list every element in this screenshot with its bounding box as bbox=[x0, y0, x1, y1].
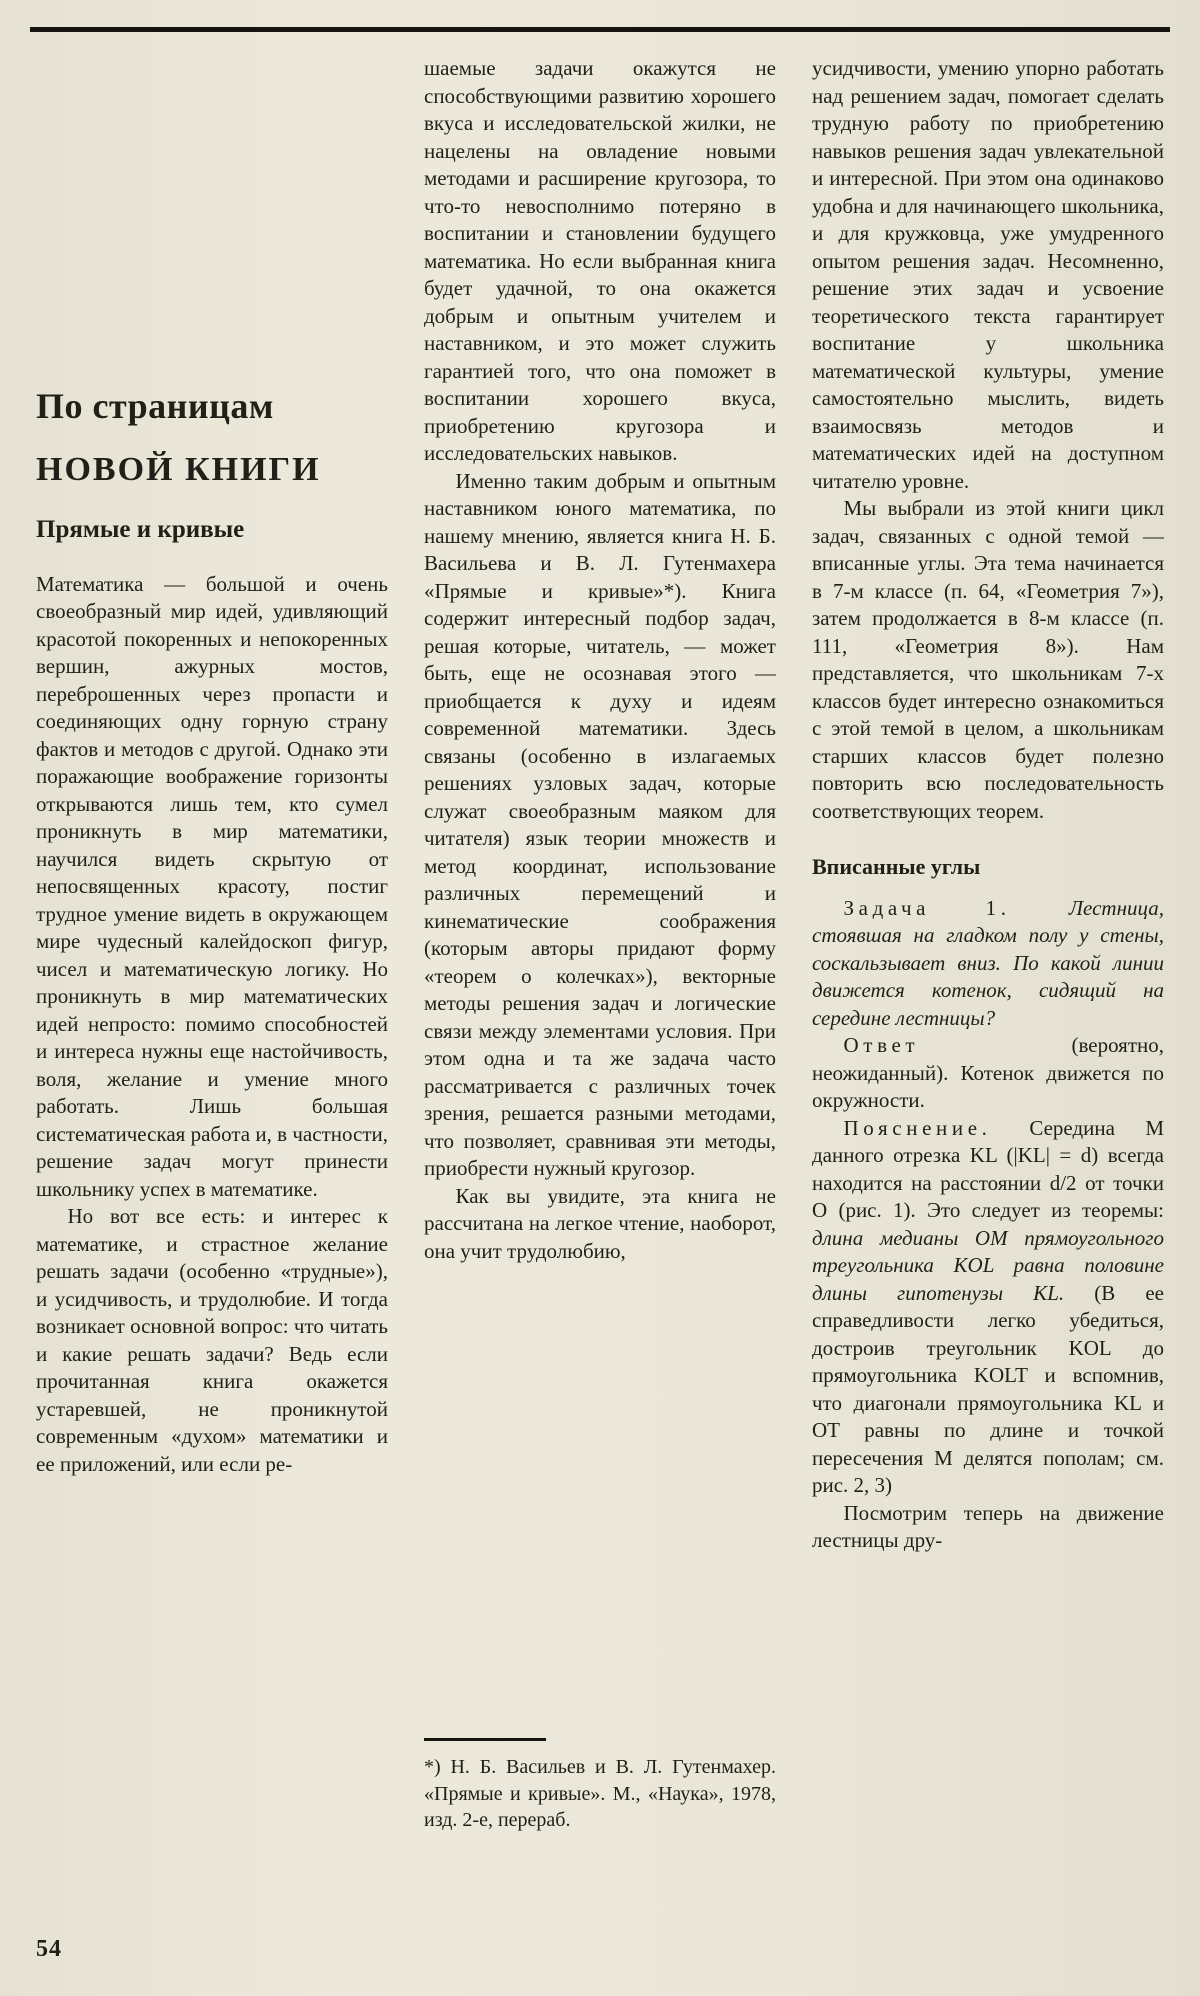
paragraph: Как вы увидите, эта книга не рассчитана на легкое чтение, наоборот, она учит трудолюбию, bbox=[424, 1183, 776, 1263]
problem-statement: Лестница, стоявшая на гладком полу у стены, соскальзывает вниз. По какой линии движется котенок, сидящий на середине лестницы? bbox=[812, 895, 1164, 1030]
article-header bbox=[36, 387, 388, 545]
top-rule bbox=[30, 27, 1170, 32]
page-number: 54 bbox=[36, 1936, 62, 1962]
answer-text: (вероятно, неожиданный). Котенок движется по окружности. bbox=[812, 1033, 1164, 1112]
footnote-rule bbox=[424, 1738, 546, 1741]
paragraph: усидчивости, умению упорно работать над решением задач, помогает сделать трудную работу по приобретению навыков решения задач увлекательной и интересной. При этом она одинаково удобна и для начинающего школьника, и для кружковца, уже умудренного опытом решения задач. Несомненно, решение этих задач и усвоение теоретического текста гарантирует воспитание у школьника математической культуры, умение самостоятельно мыслить, видеть взаимосвязь методов и математических идей на доступном читателю уровне. bbox=[812, 56, 1164, 493]
paragraph: Мы выбрали из этой книги цикл задач, связанных с одной темой — вписанные углы. Эта тема начинается в 7-м классе (п. 64, «Геометрия 7»), затем продолжается в 8-м классе (п. 111, «Геометрия 8»). Нам представляется, что школьникам 7-х классов будет интересно ознакомиться с этой темой в целом, а школьникам старших классов будет полезно повторить всю последовательность соответствующих теорем. bbox=[812, 496, 1164, 823]
paragraph: Но вот все есть: и интерес к математике, и страстное желание решать задачи (особенно «трудные»), и усидчивость, и трудолюбие. И тогда возникает основной вопрос: что читать и какие решать задачи? Ведь если прочитанная книга окажется устаревшей, не проникнутой современным «духом» математики и ее приложений, или если ре- bbox=[36, 1204, 388, 1476]
paragraph: шаемые задачи окажутся не способствующими развитию хорошего вкуса и исследовательской жилки, не нацелены на овладение новыми методами и расширение кругозора, то что-то невосполнимо потеряно в воспитании и становлении будущего математика. Но если выбранная книга будет удачной, то она окажется добрым и опытным учителем и наставником, и это может служить гарантией того, что она поможет в воспитании хорошего вкуса, приобретению кругозора и исследовательских навыков. bbox=[424, 56, 776, 465]
explanation-text-after: (В ее справедливости легко убедиться, достроив треугольник KOL до прямоугольника KOLT и вспомнив, что диагонали прямоугольника KL и OT равны по длине и точкой пересечения M делятся пополам; см. рис. 2, 3) bbox=[812, 1280, 1164, 1497]
article-kicker-line2: НОВОЙ КНИГИ bbox=[36, 450, 321, 488]
footnote-text: *) Н. Б. Васильев и В. Л. Гутенмахер. «Прямые и кривые». М., «Наука», 1978, изд. 2-е, перераб. bbox=[424, 1756, 776, 1831]
answer-label: Ответ bbox=[843, 1033, 920, 1057]
paragraph-intro: Математика — большой и очень своеобразный мир идей, удивляющий красотой покоренных и непокоренных вершин, ажурных мостов, переброшенных через пропасти и соединяющих одну горную страну фактов и методов с другой. Однако эти поражающие воображение горизонты открываются лишь тем, кто сумел проникнуть в мир математики, научился видеть скрытую от непосвященных красоту, постиг трудное умение видеть в окружающем мире чудесный калейдоскоп фигур, чисел и математическую логику. Но проникнуть в мир математических идей непросто: помимо способностей и интереса нужны еще настойчивость, воля, желание и умение много работать. Лишь большая систематическая работа и, в частности, решение задач могут принести школьнику успех в математике. bbox=[36, 571, 388, 1201]
middle-column bbox=[424, 55, 776, 1715]
right-column bbox=[812, 55, 1164, 1937]
article-kicker-line1: По страницам bbox=[36, 386, 274, 426]
section-heading: Вписанные углы bbox=[812, 854, 981, 879]
article-title: Прямые и кривые bbox=[36, 515, 245, 543]
explanation-text-before: Середина M данного отрезка KL (|KL| = d) всегда находится на расстоянии d/2 от точки O (рис. 1). Это следует из теоремы: bbox=[812, 1115, 1164, 1222]
explanation-paragraph bbox=[812, 1115, 1164, 1500]
footnote bbox=[424, 1738, 776, 1834]
explanation-label: Пояснение. bbox=[843, 1115, 992, 1140]
closing-paragraph: Посмотрим теперь на движение лестницы дру- bbox=[812, 1500, 1164, 1552]
left-column bbox=[36, 55, 388, 1933]
paragraph: Именно таким добрым и опытным наставником юного математика, по нашему мнению, является книга Н. Б. Васильева и В. Л. Гутенмахера «Прямые и кривые»*). Книга содержит интересный подбор задач, решая которые, читатель, — может быть, еще не осознавая этого — приобщается к духу и идеям современной математики. Здесь связаны (особенно в излагаемых решениях узловых задач, которые служат своеобразным маяком для читателя) язык теории множеств и метод координат, использование различных перемещений и кинематические соображения (которым авторы придают форму «теорем о колечках»), векторные методы решения задач и логические связи между элементами условия. При этом одна и та же задача часто рассматривается с различных точек зрения, решается разными методами, что позволяет, сравнивая эти методы, приобрести нужный кругозор. bbox=[424, 468, 776, 1180]
theorem-statement: длина медианы OM прямоугольного треугольника KOL равна половине длины гипотенузы KL. bbox=[812, 1225, 1164, 1305]
answer-paragraph bbox=[812, 1032, 1164, 1115]
problem-1 bbox=[812, 895, 1164, 1033]
problem-label: Задача 1. bbox=[843, 895, 1011, 920]
